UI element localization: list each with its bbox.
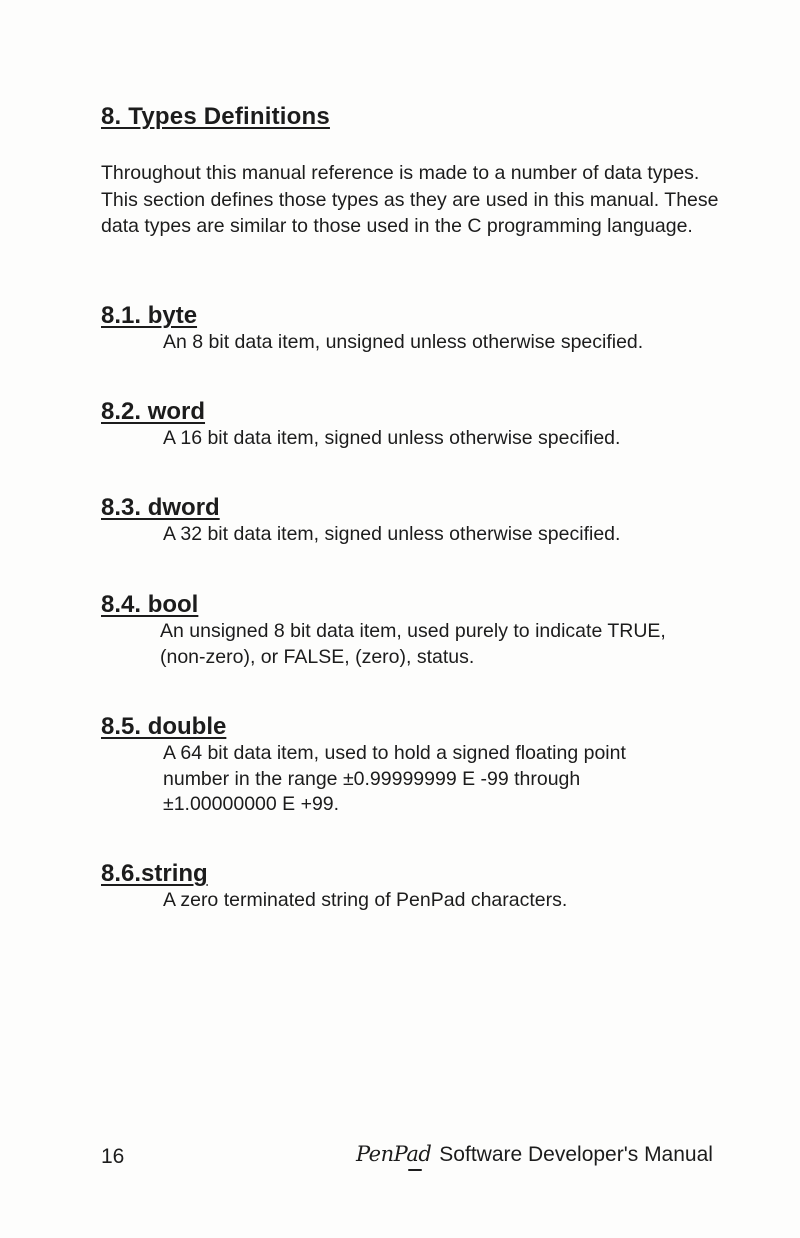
section-word [101, 398, 761, 452]
definition-line: A zero terminated string of PenPad characters. [163, 889, 568, 911]
page-number: 16 [101, 1145, 125, 1168]
footer-title [356, 1142, 713, 1167]
section-heading: 8.4. bool [101, 591, 199, 618]
section-heading: 8.2. word [101, 398, 206, 425]
definition-line: ±1.00000000 E +99. [163, 793, 340, 815]
section-byte [101, 302, 761, 356]
section-heading: 8.6.string [101, 860, 208, 887]
definition-line: A 32 bit data item, signed unless otherwise specified. [163, 523, 621, 545]
intro-paragraph: Throughout this manual reference is made to a number of data types. This section defines those types as they are used in this manual. These data types are similar to those used in the C programming language. [101, 162, 719, 237]
section-double [101, 713, 761, 818]
section-dword [101, 494, 761, 548]
definition-line: A 64 bit data item, used to hold a signed floating point [163, 742, 626, 764]
manual-title: Software Developer's Manual [439, 1143, 713, 1166]
section-definition [163, 330, 743, 356]
definition-line: A 16 bit data item, signed unless otherwise specified. [163, 427, 621, 449]
page-title: 8. Types Definitions [101, 103, 330, 130]
definition-line: An unsigned 8 bit data item, used purely to indicate TRUE, [160, 620, 666, 642]
section-definition [160, 619, 740, 670]
section-heading: 8.5. double [101, 713, 227, 740]
section-definition [163, 741, 743, 818]
section-bool [101, 591, 761, 670]
penpad-logo: PenPad [356, 1142, 432, 1166]
section-heading: 8.3. dword [101, 494, 220, 521]
section-definition [163, 522, 743, 548]
section-heading: 8.1. byte [101, 302, 198, 329]
section-definition [163, 888, 743, 914]
definition-line: An 8 bit data item, unsigned unless otherwise specified. [163, 331, 644, 353]
section-string [101, 860, 761, 914]
definition-line: number in the range ±0.99999999 E -99 through [163, 767, 581, 790]
section-definition [163, 426, 743, 452]
definition-line: (non-zero), or FALSE, (zero), status. [160, 645, 475, 668]
